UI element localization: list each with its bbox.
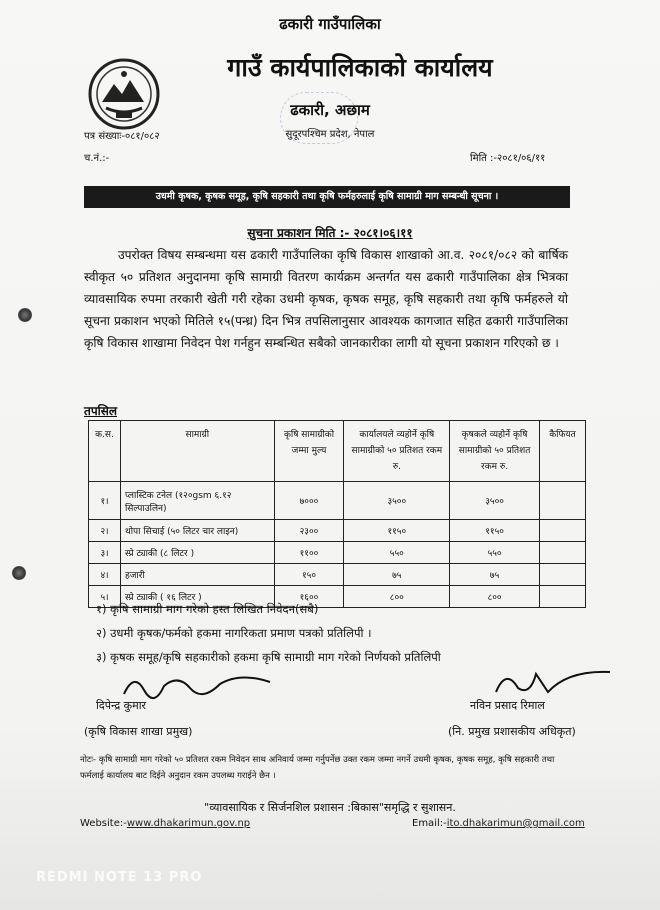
table-row [89,542,586,564]
cell-total: ११०० [274,542,344,564]
letter-date: मिति :-२०८१/०६/११ [470,153,546,164]
cell-office: ७५ [344,564,450,586]
table-header-row [89,421,586,482]
materials-table [88,420,586,608]
cell-item: हजारी [120,564,274,586]
right-signatory-name: नविन प्रसाद रिमाल [470,699,545,712]
punch-hole-icon [12,566,26,580]
left-signatory-title: (कृषि विकास शाखा प्रमुख) [84,725,193,738]
punch-hole-icon [18,308,32,322]
cell-remark [540,520,586,542]
table-row [89,482,586,520]
dispatch-number: च.नं.:- [84,153,110,164]
cell-total: १५० [274,564,344,586]
cell-sn: ३। [89,542,121,564]
left-signatory-name: दिपेन्द्र कुमार [96,699,147,712]
note-text: नोटः- कृषि सामाग्री माग गरेको ५० प्रतिशत रकम निवेदन साथ अनिवार्य जम्मा गर्नुपर्नेछ उक्त रकम जम्मा नगर्ने उधमी कृषक, कृषक समूह, कृषि सहकारी तथा फर्मलाई कार्यालय बाट दिईने अनुदान रकम उपलब्ध गराईने छैन । [80,755,555,781]
email-line [412,818,585,829]
cell-remark [540,482,586,520]
cell-sn: ४। [89,564,121,586]
province-line: सुदूरपश्चिम प्रदेश, नेपाल [285,129,375,140]
cell-item: प्लास्टिक टनेल (१२०gsm ६.१२ सिल्पाउलिन) [120,482,274,520]
cell-item: स्प्रे ट्याकी (८ लिटर ) [120,542,274,564]
municipality-name: ढकारी गाउँपालिका [279,15,381,33]
cell-farmer: ७५ [450,564,540,586]
details-heading: तपसिल [84,404,118,418]
cell-remark [540,564,586,586]
right-signature-icon [490,662,620,702]
col-header-sn: क.स. [89,421,121,482]
slogan: "व्यावसायिक र सिर्जनशिल प्रशासन :बिकास"समृद्धि र सुशासन. [204,801,456,814]
notice-body: उपरोक्त विषय सम्बन्धमा यस ढकारी गाउँपालिका कृषि विकास शाखाको आ.व. २०८१/०८२ को बार्षिक स्वीकृत ५० प्रतिशत अनुदानमा कृषि सामाग्री वितरण कार्यक्रम अन्तर्गत यस ढकारी गाउँपालिका क्षेत्र भित्रका व्यावसायिक रुपमा तरकारी खेती गरी रहेका उधमी कृषक, कृषक समूह, कृषि सहकारी तथा कृषि फर्महरुले यो सूचना प्रकाशन भएको मितिले १५(पन्ध्र) दिन भित्र तपसिलानुसार आवश्यक कागजात सहित ढकारी गाउँपालिका कृषि विकास शाखामा निवेदन पेश गर्नहुन सम्बन्धित सबैको जानकारीका लागी यो सूचना प्रकाशन गरिएको छ । [84,248,568,350]
office-name: गाउँ कार्यपालिकाको कार्यालय [227,53,493,82]
website-line [80,818,250,829]
camera-watermark: REDMI NOTE 13 PRO [36,870,203,885]
cell-item: स्प्रे ट्याकी ( १६ लिटर ) [120,586,274,608]
table-row [89,564,586,586]
attachment-item-2: २) उधमी कृषक/फर्मको हकमा नागरिकता प्रमाण पत्रको प्रतिलिपी । [96,626,372,640]
cell-sn: १। [89,482,121,520]
cell-farmer: ८०० [450,586,540,608]
reference-number: पत्र संख्याः-०८१/०८२ [84,131,160,142]
cell-office: ११५० [344,520,450,542]
email-label: Email:- [412,818,447,829]
email-link[interactable]: ito.dhakarimun@gmail.com [446,818,585,829]
cell-sn: २। [89,520,121,542]
cell-total: २३०० [274,520,344,542]
cell-office: ५५० [344,542,450,564]
col-header-office-share: कार्यालयले व्यहोर्ने कृषि सामाग्रीको ५० प्रतिशत रकम रु. [344,421,450,482]
notice-subject-banner: उधमी कृषक, कृषक समूह, कृषि सहकारी तथा कृषि फर्महरुलाई कृषि सामाग्री माग सम्बन्धी सूचना । [84,186,570,208]
left-signature-icon [120,668,280,702]
cell-farmer: ५५० [450,542,540,564]
cell-office: ३५०० [344,482,450,520]
attachment-item-1: १) कृषि सामाग्री माग गरेको हस्त लिखित निवेदन(सबै) [96,602,319,616]
cell-office: ८०० [344,586,450,608]
cell-remark [540,586,586,608]
cell-sn: ५। [89,586,121,608]
col-header-total: कृषि सामाग्रीको जम्मा मुल्य [274,421,344,482]
cell-remark [540,542,586,564]
website-label: Website:- [80,818,127,829]
col-header-remarks: कैफियत [540,421,586,482]
cell-farmer: ३५०० [450,482,540,520]
cell-item: थोपा सिचाई (५० लिटर चार लाइन) [120,520,274,542]
address-line: ढकारी, अछाम [290,101,370,119]
right-signatory-title: (नि. प्रमुख प्रशासकीय अधिकृत) [448,725,576,738]
attachment-item-3: ३) कृषक समूह/कृषि सहकारीको हकमा कृषि सामाग्री माग गरेको निर्णयको प्रतिलिपी [96,650,441,664]
col-header-farmer-share: कृषकले व्यहोर्ने कृषि सामाग्रीको ५० प्रतिशत रकम रु. [450,421,540,482]
col-header-item: सामाग्री [120,421,274,482]
cell-total: ७००० [274,482,344,520]
website-link[interactable]: www.dhakarimun.gov.np [126,818,251,829]
table-row [89,520,586,542]
cell-farmer: ११५० [450,520,540,542]
cell-total: १६०० [274,586,344,608]
publication-date: सुचना प्रकाशन मिति :- २०८१।०६।११ [247,226,413,240]
